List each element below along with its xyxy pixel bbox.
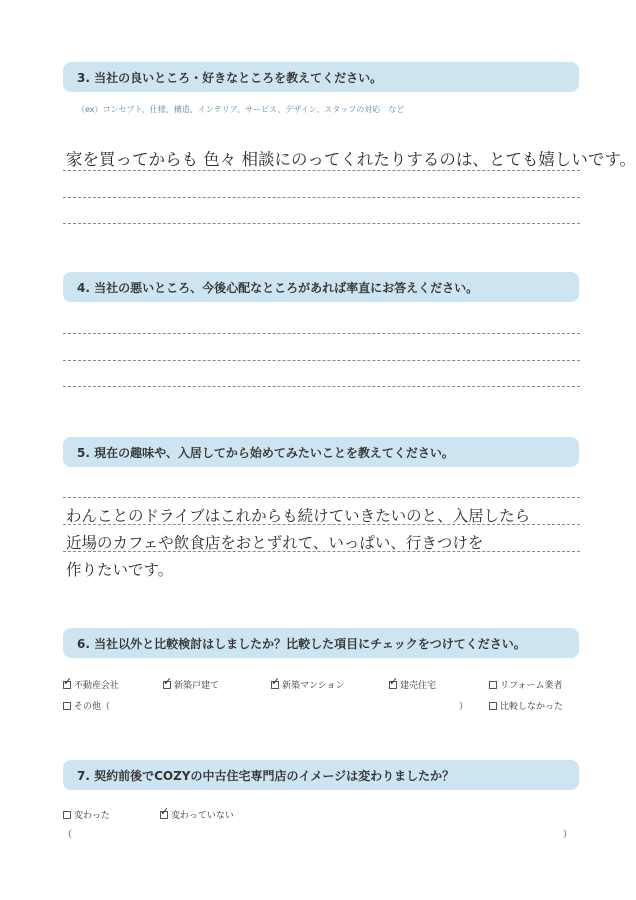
q7-option-not-changed[interactable] (160, 804, 234, 821)
q5-handwritten-line-1: わんことのドライブはこれからも続けていきたいのと、入居したら (66, 507, 531, 525)
q5-answer-line-3 (63, 551, 580, 552)
q4-title: 4. 当社の悪いところ、今後心配なところがあれば率直にお答えください。 (77, 280, 479, 295)
checkbox-icon[interactable] (63, 702, 71, 710)
q7-paren-open: （ (63, 830, 73, 840)
q3-answer-line-2 (63, 197, 580, 198)
checkbox-icon[interactable] (63, 811, 71, 819)
q6-option-label: 建売住宅 (400, 681, 437, 691)
q7-option-changed[interactable] (63, 808, 110, 821)
q6-option-real-estate[interactable] (63, 674, 120, 691)
check-mark-icon: ✓ (389, 674, 399, 688)
q7-option-label: 変わっていない (171, 811, 234, 821)
q6-header (63, 628, 579, 658)
q3-example-text: （ex）コンセプト、仕様、構造、インテリア、サービス、デザイン、スタッフの対応 など (77, 105, 405, 114)
checkbox-icon[interactable] (389, 674, 399, 689)
q6-other-paren-close: ） (459, 702, 469, 712)
q6-title: 6. 当社以外と比較検討はしましたか？比較した項目にチェックをつけてください。 (77, 636, 526, 651)
q6-option-label: 新築マンション (282, 681, 345, 691)
q6-option-label: リフォーム業者 (500, 681, 563, 691)
q7-option-label: 変わった (74, 811, 110, 821)
q3-header (63, 62, 579, 92)
checkbox-icon[interactable] (63, 674, 73, 689)
q7-paren-close: ） (563, 830, 573, 840)
q5-answer-line-1 (63, 497, 580, 498)
q3-answer-line-1 (63, 170, 580, 171)
q3-title: 3. 当社の良いところ・好きなところを教えてください。 (77, 70, 383, 85)
checkbox-icon[interactable] (489, 681, 497, 689)
checkbox-icon[interactable] (160, 804, 170, 819)
check-mark-icon: ✓ (271, 674, 281, 688)
q7-title: 7. 契約前後でCOZYの中古住宅専門店のイメージは変わりましたか？ (77, 768, 455, 783)
check-mark-icon: ✓ (63, 674, 73, 688)
checkbox-icon[interactable] (163, 674, 173, 689)
q4-answer-line-2 (63, 360, 580, 361)
check-mark-icon: ✓ (163, 674, 173, 688)
q6-option-ready-built[interactable] (389, 674, 437, 691)
q5-answer-line-2 (63, 524, 580, 525)
q6-option-label: 比較しなかった (500, 702, 564, 712)
q6-option-other[interactable] (63, 699, 110, 712)
q6-option-label: 不動産会社 (74, 681, 120, 691)
q3-handwritten-answer: 家を買ってからも 色々 相談にのってくれたりするのは、とても嬉しいです。 (66, 150, 636, 169)
checkbox-icon[interactable] (271, 674, 281, 689)
q4-answer-line-1 (63, 333, 580, 334)
q6-option-label: その他（ (74, 702, 111, 712)
q5-title: 5. 現在の趣味や、入居してから始めてみたいことを教えてください。 (77, 445, 454, 460)
q6-option-no-comparison[interactable] (489, 699, 563, 712)
q6-option-new-house[interactable] (163, 674, 220, 691)
q6-option-label: 新築戸建て (174, 681, 220, 691)
q5-handwritten-line-3: 作りたいです。 (66, 561, 174, 579)
q6-option-new-condo[interactable] (271, 674, 345, 691)
check-mark-icon: ✓ (160, 804, 170, 818)
q3-answer-line-3 (63, 223, 580, 224)
q4-header (63, 272, 579, 302)
checkbox-icon[interactable] (489, 702, 497, 710)
q5-header (63, 437, 579, 467)
q5-handwritten-line-2: 近場のカフェや飲食店をおとずれて、いっぱい、行きつけを (66, 534, 484, 552)
q4-answer-line-3 (63, 386, 580, 387)
q6-option-reform[interactable] (489, 678, 563, 691)
q7-header (63, 760, 579, 790)
